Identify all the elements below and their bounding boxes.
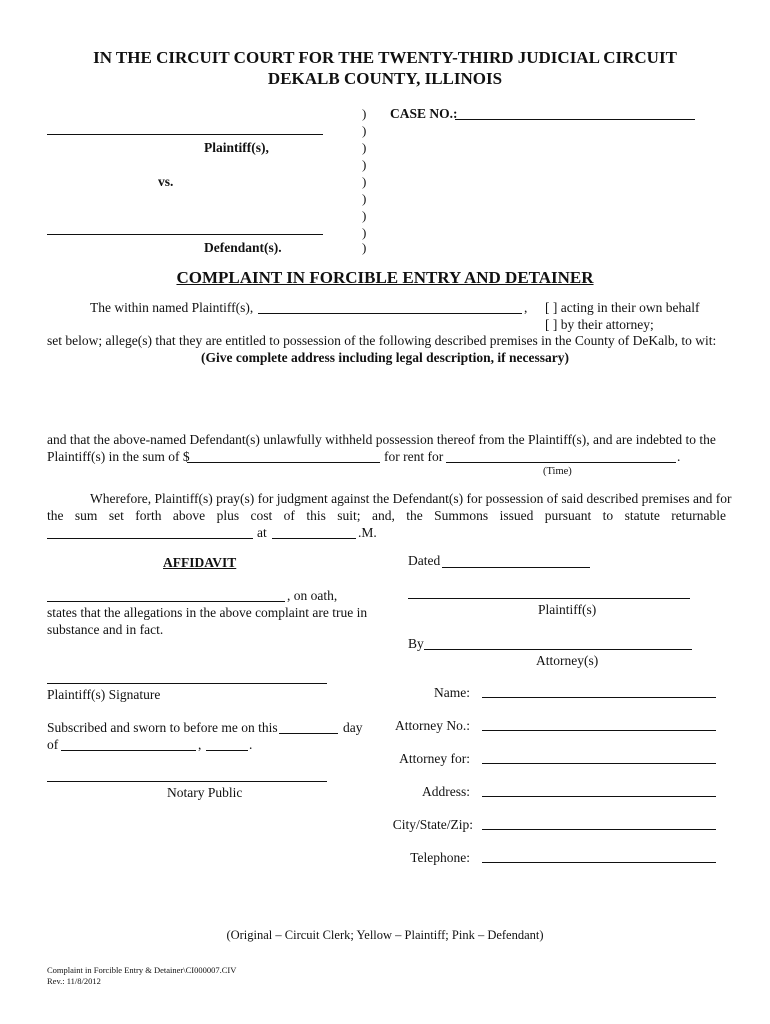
plaintiff-label: Plaintiff(s), <box>204 140 269 155</box>
attorney-no-field[interactable] <box>482 730 716 731</box>
month-comma: , <box>198 737 202 752</box>
complaint-title: COMPLAINT IN FORCIBLE ENTRY AND DETAINER <box>176 268 594 287</box>
notary-signature-field[interactable] <box>47 781 327 782</box>
paren: ) <box>362 174 367 189</box>
wherefore-text-1: Wherefore, Plaintiff(s) pray(s) for judgment against the Defendant(s) for possession of said described premises and for <box>90 491 732 506</box>
form-id: Complaint in Forcible Entry & Detainer\CI000007.CIV <box>47 965 237 975</box>
return-date-field[interactable] <box>47 538 253 539</box>
plaintiff-signature-label: Plaintiff(s) Signature <box>47 687 161 702</box>
attorney-name-field[interactable] <box>482 697 716 698</box>
year-period: . <box>249 737 253 752</box>
rent-period-field[interactable] <box>446 462 676 463</box>
withheld-period: . <box>677 449 681 464</box>
county-heading: DEKALB COUNTY, ILLINOIS <box>267 69 503 88</box>
attorney-for-label: Attorney for: <box>399 751 470 766</box>
vs-label: vs. <box>158 174 174 189</box>
of-label: of <box>47 737 59 752</box>
paren: ) <box>362 140 367 155</box>
by-label: By <box>408 636 424 651</box>
plaintiff-name-field[interactable] <box>47 134 323 135</box>
address-field[interactable] <box>482 796 716 797</box>
court-heading: IN THE CIRCUIT COURT FOR THE TWENTY-THIRD JUDICIAL CIRCUIT <box>93 48 677 67</box>
year-field[interactable] <box>206 750 248 751</box>
city-state-zip-label: City/State/Zip: <box>392 817 473 832</box>
withheld-text-2a: Plaintiff(s) in the sum of $ <box>47 449 190 464</box>
day-field[interactable] <box>279 733 338 734</box>
paren: ) <box>362 106 367 121</box>
plaintiffs-label: Plaintiff(s) <box>538 602 597 617</box>
defendant-name-field[interactable] <box>47 234 323 235</box>
by-attorney-checkbox[interactable]: [ ] by their attorney; <box>545 317 654 332</box>
revision-date: Rev.: 11/8/2012 <box>47 976 101 986</box>
states-text-1: states that the allegations in the above complaint are true in <box>47 605 368 620</box>
paren: ) <box>362 157 367 172</box>
distribution-note: (Original – Circuit Clerk; Yellow – Plaintiff; Pink – Defendant) <box>226 928 544 942</box>
return-time-field[interactable] <box>272 538 356 539</box>
subscribed-text: Subscribed and sworn to before me on this <box>47 720 278 735</box>
address-instruction: (Give complete address including legal description, if necessary) <box>201 350 569 365</box>
states-text-2: substance and in fact. <box>47 622 164 637</box>
on-oath-text: , on oath, <box>287 588 338 603</box>
intro-text: The within named Plaintiff(s), <box>90 300 254 315</box>
attorneys-label: Attorney(s) <box>536 653 599 668</box>
attorney-name-label: Name: <box>434 685 470 700</box>
plaintiffs-signature-field[interactable] <box>408 598 690 599</box>
at-label: at <box>257 525 267 540</box>
attorney-signature-field[interactable] <box>424 649 692 650</box>
case-no-field[interactable] <box>455 119 695 120</box>
case-no-label: CASE NO.: <box>390 106 458 121</box>
telephone-label: Telephone: <box>410 850 470 865</box>
m-label: .M. <box>358 525 377 540</box>
notary-label: Notary Public <box>167 785 243 800</box>
plaintiff-signature-field[interactable] <box>47 683 327 684</box>
telephone-field[interactable] <box>482 862 716 863</box>
paren: ) <box>362 208 367 223</box>
affiant-name-field[interactable] <box>47 601 285 602</box>
attorney-for-field[interactable] <box>482 763 716 764</box>
plaintiffs-names-field[interactable] <box>258 313 522 314</box>
withheld-text-1: and that the above-named Defendant(s) unlawfully withheld possession thereof from the Plaintiff(s), and are indebted to the <box>47 432 716 447</box>
dated-field[interactable] <box>442 567 590 568</box>
day-label: day <box>343 720 363 735</box>
paren: ) <box>362 191 367 206</box>
paren: ) <box>362 123 367 138</box>
month-field[interactable] <box>61 750 196 751</box>
attorney-no-label: Attorney No.: <box>395 718 470 733</box>
affidavit-title: AFFIDAVIT <box>163 555 237 570</box>
intro-comma: , <box>524 300 528 315</box>
paren: ) <box>362 240 367 255</box>
own-behalf-checkbox[interactable]: [ ] acting in their own behalf <box>545 300 700 315</box>
address-label: Address: <box>422 784 470 799</box>
time-label: (Time) <box>543 466 572 477</box>
allege-text: set below; allege(s) that they are entitled to possession of the following described premises in the County of DeKalb, to wit: <box>47 333 717 348</box>
wherefore-text-2: the sum set forth above plus cost of this suit; and, the Summons issued pursuant to statute returnable <box>47 508 726 523</box>
dated-label: Dated <box>408 553 441 568</box>
defendant-label: Defendant(s). <box>204 240 282 255</box>
city-state-zip-field[interactable] <box>482 829 716 830</box>
paren: ) <box>362 225 367 240</box>
rent-sum-field[interactable] <box>187 462 380 463</box>
withheld-text-2b: for rent for <box>384 449 444 464</box>
